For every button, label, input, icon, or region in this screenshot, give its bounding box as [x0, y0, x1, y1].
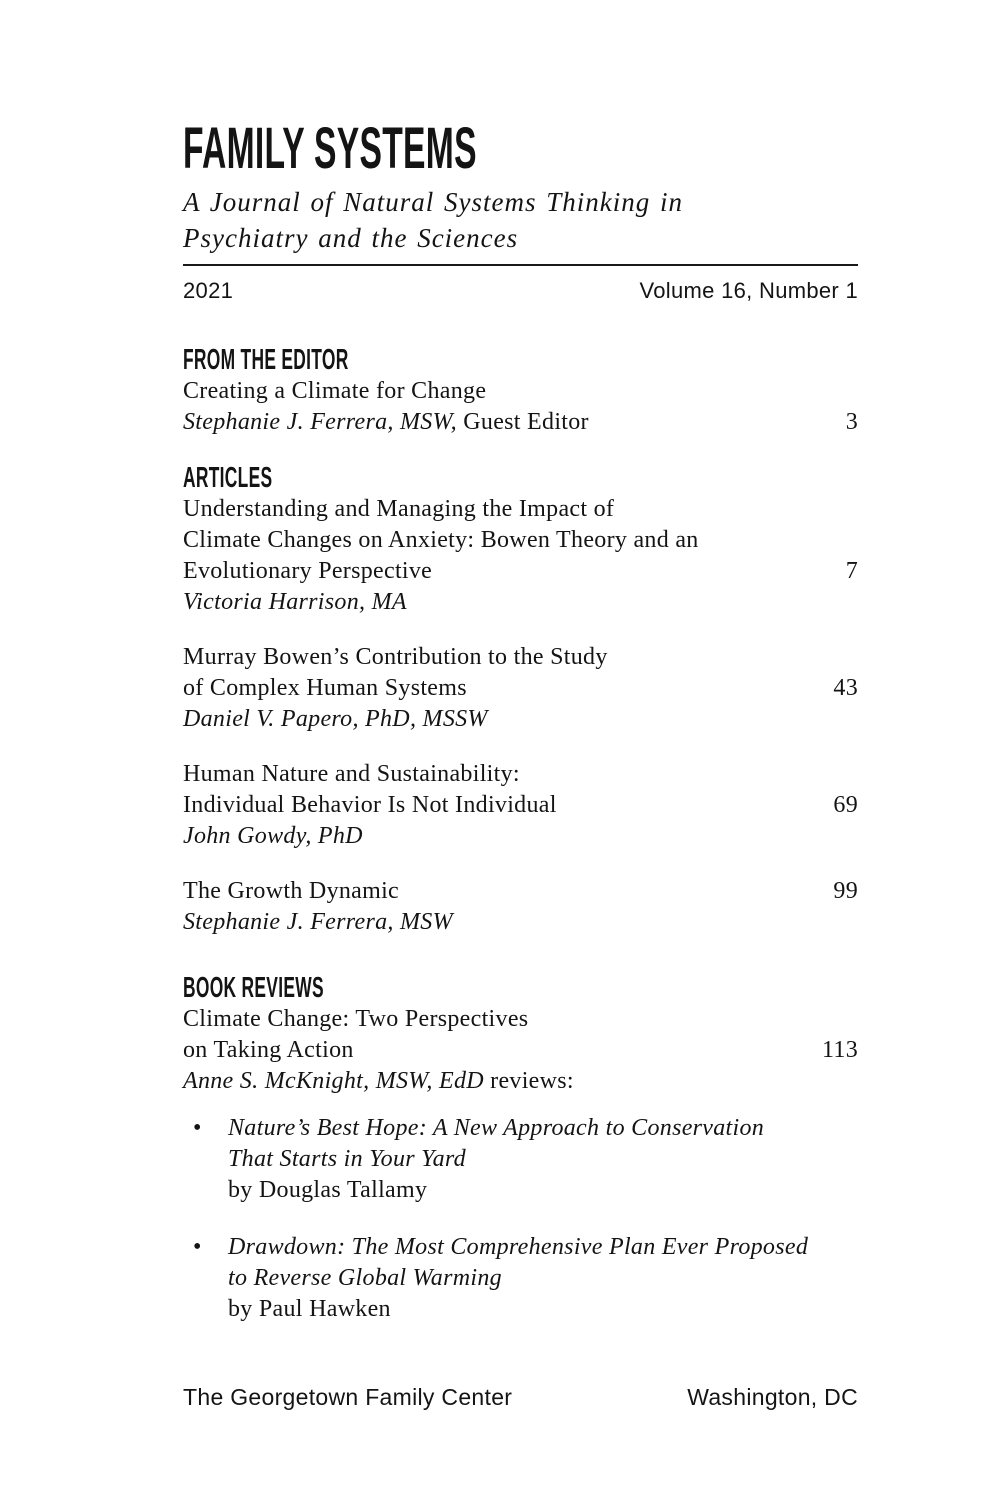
article-entry — [183, 876, 858, 938]
book-title-line: to Reverse Global Warming — [228, 1265, 502, 1291]
volume-row — [183, 278, 858, 304]
article-title-line: Evolutionary Perspective 7 — [183, 556, 858, 587]
footer-publisher: The Georgetown Family Center — [183, 1384, 513, 1410]
year-label: 2021 — [183, 278, 234, 303]
reviewer-line: Anne S. McKnight, MSW, EdD reviews: — [183, 1068, 574, 1094]
page-number: 43 — [833, 675, 858, 701]
article-title-line: Murray Bowen’s Contribution to the Study — [183, 644, 608, 670]
masthead-divider — [183, 264, 858, 266]
reviewed-book — [183, 1113, 858, 1206]
reviewed-book — [183, 1232, 858, 1325]
page-number: 7 — [845, 558, 858, 584]
bullet-icon: • — [193, 1115, 202, 1141]
review-title-line: Climate Change: Two Perspectives — [183, 1006, 529, 1032]
journal-subtitle-line2: Psychiatry and the Sciences — [183, 223, 519, 253]
article-entry — [183, 494, 858, 618]
article-title-line: Climate Changes on Anxiety: Bowen Theory and an — [183, 527, 699, 553]
article-entry — [183, 759, 858, 852]
article-author: Daniel V. Papero, PhD, MSSW — [183, 706, 488, 732]
article-author: John Gowdy, PhD — [183, 823, 363, 849]
article-title-line: of Complex Human Systems 43 — [183, 673, 858, 704]
review-title-line: on Taking Action 113 — [183, 1035, 858, 1066]
page-number: 113 — [821, 1037, 858, 1063]
book-title-line: Nature’s Best Hope: A New Approach to Conservation — [228, 1115, 765, 1141]
footer — [183, 1383, 858, 1411]
article-title-line: Understanding and Managing the Impact of — [183, 496, 615, 522]
article-author: Stephanie J. Ferrera, MSW — [183, 909, 453, 935]
toc-page — [183, 0, 858, 1325]
article-entry — [183, 642, 858, 735]
page-number: 99 — [833, 878, 858, 904]
journal-subtitle-line1: A Journal of Natural Systems Thinking in — [183, 187, 684, 217]
editor-author: Stephanie J. Ferrera, MSW, Guest Editor — [183, 409, 589, 435]
bullet-icon: • — [193, 1234, 202, 1260]
journal-subtitle — [183, 184, 858, 256]
section-heading-from-the-editor: FROM THE EDITOR — [183, 344, 349, 376]
book-title-line: Drawdown: The Most Comprehensive Plan Ever Proposed — [228, 1234, 809, 1260]
article-title-line: Individual Behavior Is Not Individual 69 — [183, 790, 858, 821]
page-number: 3 — [845, 409, 858, 435]
book-author-line: by Douglas Tallamy — [228, 1177, 428, 1203]
journal-title — [183, 116, 858, 181]
article-author: Victoria Harrison, MA — [183, 589, 407, 615]
volume-label: Volume 16, Number 1 — [639, 278, 858, 303]
editor-article-title: Creating a Climate for Change — [183, 378, 487, 404]
section-from-the-editor — [183, 344, 858, 438]
book-title-line: That Starts in Your Yard — [228, 1146, 466, 1172]
section-book-reviews — [183, 972, 858, 1325]
page-number: 69 — [833, 792, 858, 818]
section-heading-book-reviews: BOOK REVIEWS — [183, 972, 324, 1004]
section-articles — [183, 462, 858, 938]
book-author-line: by Paul Hawken — [228, 1296, 391, 1322]
footer-location: Washington, DC — [687, 1384, 858, 1410]
article-title-line: The Growth Dynamic 99 — [183, 876, 858, 907]
journal-title-text: FAMILY SYSTEMS — [183, 116, 477, 181]
article-title-line: Human Nature and Sustainability: — [183, 761, 520, 787]
section-heading-articles: ARTICLES — [183, 462, 273, 494]
editor-author-line — [183, 407, 858, 438]
